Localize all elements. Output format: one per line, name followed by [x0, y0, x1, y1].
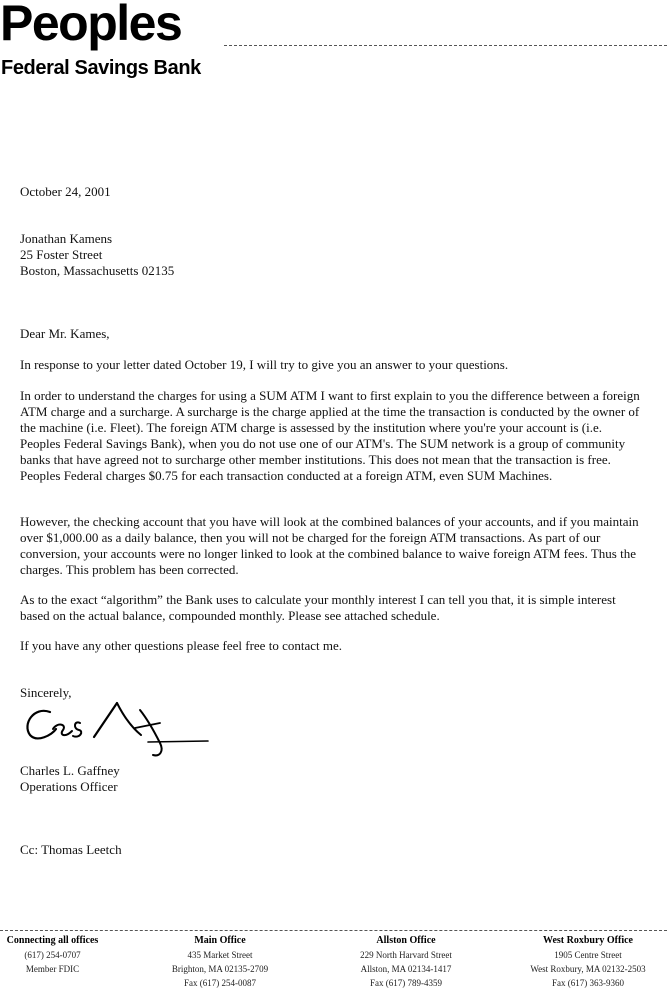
footer-member-fdic: Member FDIC	[25, 964, 80, 974]
footer-allston-office-fax: Fax (617) 789-4359	[370, 978, 442, 988]
paragraph-contact: If you have any other questions please feel free to contact me.	[20, 638, 342, 653]
footer-allston-office-street: 229 North Harvard Street	[360, 950, 452, 960]
bank-logo-name: Peoples	[0, 0, 182, 51]
paragraph-intro: In response to your letter dated October 19, I will try to give you an answer to your questions.	[20, 357, 509, 372]
footer-main-office-street: 435 Market Street	[187, 950, 253, 960]
footer-allston-office-heading: Allston Office	[376, 935, 436, 946]
paragraph-balance: However, the checking account that you have will look at the combined balances of your accounts, and if you maintain over $1,000.00 as a daily balance, then you will not be charged for the foreign ATM transactions. As part of our conversion, your accounts were no longer linked to look at the combined balance to waive foreign ATM fees. Thus the charges. This problem has been corrected.	[20, 514, 639, 577]
footer-connecting-heading: Connecting all offices	[6, 935, 99, 946]
footer-main-office-fax: Fax (617) 254-0087	[184, 978, 256, 988]
footer-main-office-heading: Main Office	[194, 935, 246, 946]
footer-west-roxbury-office-street: 1905 Centre Street	[554, 950, 622, 960]
recipient-street: 25 Foster Street	[20, 247, 103, 262]
footer-main-office	[150, 934, 290, 990]
handwritten-signature	[20, 698, 220, 763]
footer-west-roxbury-office	[512, 934, 664, 990]
footer-divider	[0, 930, 667, 931]
recipient-city: Boston, Massachusetts 02135	[20, 263, 175, 278]
signer-title: Operations Officer	[20, 779, 118, 794]
header-divider	[224, 45, 667, 46]
footer-connecting-phone: (617) 254-0707	[24, 950, 81, 960]
footer-west-roxbury-office-heading: West Roxbury Office	[543, 935, 633, 946]
footer-allston-office	[336, 934, 476, 990]
paragraph-interest: As to the exact “algorithm” the Bank uses to calculate your monthly interest I can tell you that, it is simple interest based on the actual balance, compounded monthly. Please see attached schedule.	[20, 592, 616, 623]
signer-name: Charles L. Gaffney	[20, 763, 120, 778]
salutation: Dear Mr. Kames,	[20, 326, 110, 341]
footer-connecting	[0, 934, 105, 976]
footer-west-roxbury-office-city: West Roxbury, MA 02132-2503	[530, 964, 646, 974]
recipient-name: Jonathan Kamens	[20, 231, 113, 246]
paragraph-charges: In order to understand the charges for using a SUM ATM I want to first explain to you the difference between a foreign ATM charge and a surcharge. A surcharge is the charge applied at the time the transaction is conducted by the owner of the machine (i.e. Fleet). The foreign ATM charge is assessed by the institution where you're your account is (i.e. Peoples Federal Savings Bank), when you do not use one of our ATM's. The SUM network is a group of community banks that have agreed not to surcharge other member institutions. This does not mean that the transaction is free. Peoples Federal charges $0.75 for each transaction conducted at a foreign ATM, even SUM Machines.	[20, 388, 640, 483]
cc-line: Cc: Thomas Leetch	[20, 842, 122, 857]
bank-logo-subtitle: Federal Savings Bank	[1, 57, 201, 79]
footer-west-roxbury-office-fax: Fax (617) 363-9360	[552, 978, 624, 988]
footer-allston-office-city: Allston, MA 02134-1417	[360, 964, 452, 974]
letter-date: October 24, 2001	[20, 184, 111, 199]
footer-main-office-city: Brighton, MA 02135-2709	[171, 964, 269, 974]
closing: Sincerely,	[20, 685, 72, 700]
